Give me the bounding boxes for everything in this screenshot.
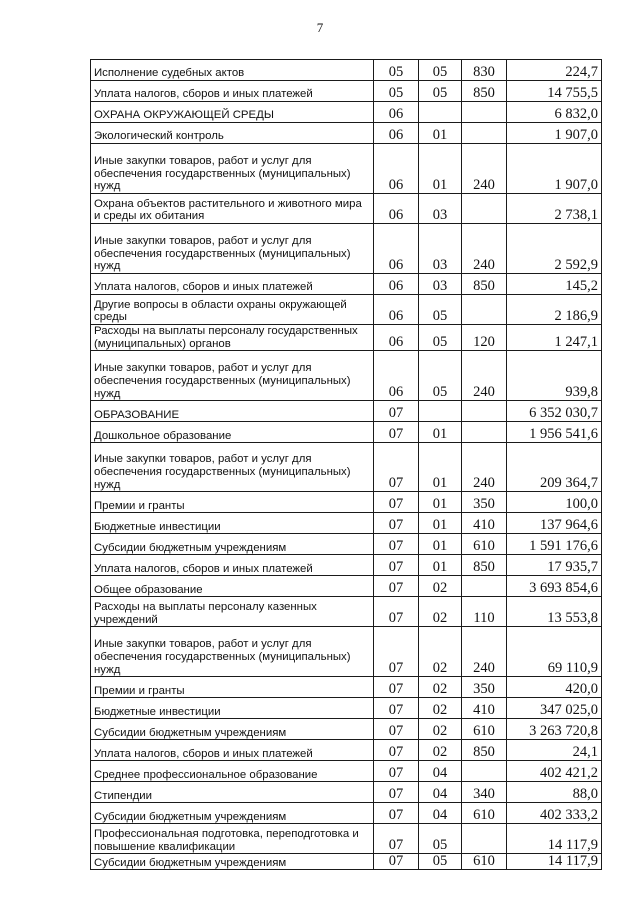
row-name-cell: Исполнение судебных актов bbox=[91, 60, 374, 81]
section-code-cell: 05 bbox=[374, 60, 419, 81]
amount-cell: 24,1 bbox=[507, 740, 602, 761]
row-name-cell: ОХРАНА ОКРУЖАЮЩЕЙ СРЕДЫ bbox=[91, 102, 374, 123]
row-name-cell: Дошкольное образование bbox=[91, 422, 374, 443]
expense-type-cell: 350 bbox=[462, 677, 507, 698]
subsection-code-cell: 01 bbox=[419, 123, 462, 144]
amount-cell: 6 352 030,7 bbox=[507, 401, 602, 422]
subsection-code-cell: 02 bbox=[419, 576, 462, 597]
expense-type-cell: 350 bbox=[462, 492, 507, 513]
section-code-cell: 06 bbox=[374, 194, 419, 224]
row-name-cell: Субсидии бюджетным учреждениям bbox=[91, 719, 374, 740]
table-row bbox=[91, 492, 602, 513]
expense-type-cell bbox=[462, 295, 507, 325]
subsection-code-cell: 05 bbox=[419, 824, 462, 854]
section-code-cell: 07 bbox=[374, 422, 419, 443]
section-code-cell: 07 bbox=[374, 443, 419, 492]
amount-cell: 1 907,0 bbox=[507, 123, 602, 144]
subsection-code-cell: 05 bbox=[419, 854, 462, 870]
amount-cell: 3 693 854,6 bbox=[507, 576, 602, 597]
amount-cell: 17 935,7 bbox=[507, 555, 602, 576]
table-row bbox=[91, 677, 602, 698]
subsection-code-cell: 03 bbox=[419, 194, 462, 224]
row-name-cell: Расходы на выплаты персоналу казенных учреждений bbox=[91, 597, 374, 627]
expense-type-cell: 240 bbox=[462, 224, 507, 274]
amount-cell: 2 738,1 bbox=[507, 194, 602, 224]
subsection-code-cell: 04 bbox=[419, 761, 462, 782]
section-code-cell: 07 bbox=[374, 401, 419, 422]
section-code-cell: 07 bbox=[374, 824, 419, 854]
amount-cell: 145,2 bbox=[507, 274, 602, 295]
table-row bbox=[91, 123, 602, 144]
amount-cell: 14 117,9 bbox=[507, 854, 602, 870]
expense-type-cell bbox=[462, 102, 507, 123]
row-name-cell: Уплата налогов, сборов и иных платежей bbox=[91, 555, 374, 576]
subsection-code-cell: 01 bbox=[419, 144, 462, 194]
table-row bbox=[91, 194, 602, 224]
subsection-code-cell: 01 bbox=[419, 443, 462, 492]
amount-cell: 224,7 bbox=[507, 60, 602, 81]
table-row bbox=[91, 422, 602, 443]
expense-type-cell: 610 bbox=[462, 534, 507, 555]
section-code-cell: 06 bbox=[374, 274, 419, 295]
expense-type-cell: 610 bbox=[462, 803, 507, 824]
section-code-cell: 07 bbox=[374, 782, 419, 803]
section-code-cell: 06 bbox=[374, 295, 419, 325]
table-row bbox=[91, 513, 602, 534]
row-name-cell: Экологический контроль bbox=[91, 123, 374, 144]
amount-cell: 100,0 bbox=[507, 492, 602, 513]
table-row bbox=[91, 325, 602, 351]
section-code-cell: 06 bbox=[374, 123, 419, 144]
expense-type-cell: 110 bbox=[462, 597, 507, 627]
table-row bbox=[91, 698, 602, 719]
expense-type-cell: 240 bbox=[462, 351, 507, 401]
expense-type-cell: 240 bbox=[462, 443, 507, 492]
subsection-code-cell: 02 bbox=[419, 597, 462, 627]
amount-cell: 402 333,2 bbox=[507, 803, 602, 824]
subsection-code-cell: 02 bbox=[419, 740, 462, 761]
amount-cell: 13 553,8 bbox=[507, 597, 602, 627]
amount-cell: 14 117,9 bbox=[507, 824, 602, 854]
expense-type-cell: 850 bbox=[462, 555, 507, 576]
row-name-cell: Иные закупки товаров, работ и услуг для обеспечения государственных (муниципальных) нужд bbox=[91, 627, 374, 677]
section-code-cell: 07 bbox=[374, 698, 419, 719]
subsection-code-cell: 05 bbox=[419, 81, 462, 102]
section-code-cell: 07 bbox=[374, 761, 419, 782]
table-row bbox=[91, 782, 602, 803]
section-code-cell: 07 bbox=[374, 576, 419, 597]
amount-cell: 1 956 541,6 bbox=[507, 422, 602, 443]
row-name-cell: Субсидии бюджетным учреждениям bbox=[91, 854, 374, 870]
amount-cell: 1 247,1 bbox=[507, 325, 602, 351]
section-code-cell: 07 bbox=[374, 492, 419, 513]
table-row bbox=[91, 351, 602, 401]
subsection-code-cell bbox=[419, 401, 462, 422]
row-name-cell: Иные закупки товаров, работ и услуг для обеспечения государственных (муниципальных) нужд bbox=[91, 443, 374, 492]
amount-cell: 347 025,0 bbox=[507, 698, 602, 719]
amount-cell: 939,8 bbox=[507, 351, 602, 401]
table-row bbox=[91, 102, 602, 123]
row-name-cell: Премии и гранты bbox=[91, 677, 374, 698]
subsection-code-cell: 01 bbox=[419, 555, 462, 576]
row-name-cell: Бюджетные инвестиции bbox=[91, 513, 374, 534]
section-code-cell: 07 bbox=[374, 597, 419, 627]
table-row bbox=[91, 740, 602, 761]
row-name-cell: Бюджетные инвестиции bbox=[91, 698, 374, 719]
expense-type-cell: 120 bbox=[462, 325, 507, 351]
expense-type-cell: 410 bbox=[462, 513, 507, 534]
amount-cell: 402 421,2 bbox=[507, 761, 602, 782]
subsection-code-cell: 05 bbox=[419, 351, 462, 401]
table-row bbox=[91, 144, 602, 194]
row-name-cell: Охрана объектов растительного и животного мира и среды их обитания bbox=[91, 194, 374, 224]
subsection-code-cell: 05 bbox=[419, 325, 462, 351]
section-code-cell: 07 bbox=[374, 534, 419, 555]
table-row bbox=[91, 555, 602, 576]
row-name-cell: Иные закупки товаров, работ и услуг для обеспечения государственных (муниципальных) нужд bbox=[91, 351, 374, 401]
section-code-cell: 07 bbox=[374, 555, 419, 576]
subsection-code-cell: 04 bbox=[419, 803, 462, 824]
section-code-cell: 06 bbox=[374, 224, 419, 274]
expense-type-cell bbox=[462, 576, 507, 597]
amount-cell: 420,0 bbox=[507, 677, 602, 698]
table-row bbox=[91, 274, 602, 295]
expense-type-cell: 240 bbox=[462, 144, 507, 194]
section-code-cell: 07 bbox=[374, 677, 419, 698]
table-row bbox=[91, 443, 602, 492]
expense-type-cell: 610 bbox=[462, 854, 507, 870]
expense-type-cell bbox=[462, 422, 507, 443]
expense-type-cell: 830 bbox=[462, 60, 507, 81]
row-name-cell: Иные закупки товаров, работ и услуг для обеспечения государственных (муниципальных) нужд bbox=[91, 144, 374, 194]
section-code-cell: 07 bbox=[374, 740, 419, 761]
section-code-cell: 07 bbox=[374, 627, 419, 677]
table-row bbox=[91, 576, 602, 597]
expense-type-cell: 340 bbox=[462, 782, 507, 803]
subsection-code-cell bbox=[419, 102, 462, 123]
subsection-code-cell: 02 bbox=[419, 677, 462, 698]
section-code-cell: 06 bbox=[374, 102, 419, 123]
expense-type-cell bbox=[462, 824, 507, 854]
subsection-code-cell: 03 bbox=[419, 224, 462, 274]
amount-cell: 3 263 720,8 bbox=[507, 719, 602, 740]
section-code-cell: 06 bbox=[374, 351, 419, 401]
section-code-cell: 07 bbox=[374, 803, 419, 824]
budget-table bbox=[90, 59, 602, 870]
budget-table-body bbox=[91, 60, 602, 870]
amount-cell: 6 832,0 bbox=[507, 102, 602, 123]
table-row bbox=[91, 60, 602, 81]
amount-cell: 2 186,9 bbox=[507, 295, 602, 325]
expense-type-cell: 850 bbox=[462, 274, 507, 295]
table-row bbox=[91, 761, 602, 782]
section-code-cell: 05 bbox=[374, 81, 419, 102]
amount-cell: 69 110,9 bbox=[507, 627, 602, 677]
expense-type-cell: 240 bbox=[462, 627, 507, 677]
amount-cell: 1 907,0 bbox=[507, 144, 602, 194]
amount-cell: 14 755,5 bbox=[507, 81, 602, 102]
subsection-code-cell: 02 bbox=[419, 627, 462, 677]
row-name-cell: Расходы на выплаты персоналу государственных (муниципальных) органов bbox=[91, 325, 374, 351]
section-code-cell: 06 bbox=[374, 325, 419, 351]
expense-type-cell bbox=[462, 761, 507, 782]
table-row bbox=[91, 81, 602, 102]
row-name-cell: Премии и гранты bbox=[91, 492, 374, 513]
row-name-cell: Другие вопросы в области охраны окружающей среды bbox=[91, 295, 374, 325]
expense-type-cell bbox=[462, 194, 507, 224]
row-name-cell: ОБРАЗОВАНИЕ bbox=[91, 401, 374, 422]
row-name-cell: Стипендии bbox=[91, 782, 374, 803]
row-name-cell: Иные закупки товаров, работ и услуг для обеспечения государственных (муниципальных) нужд bbox=[91, 224, 374, 274]
table-row bbox=[91, 854, 602, 870]
table-row bbox=[91, 627, 602, 677]
subsection-code-cell: 05 bbox=[419, 295, 462, 325]
amount-cell: 137 964,6 bbox=[507, 513, 602, 534]
subsection-code-cell: 01 bbox=[419, 492, 462, 513]
page-number: 7 bbox=[316, 20, 324, 35]
table-row bbox=[91, 534, 602, 555]
section-code-cell: 06 bbox=[374, 144, 419, 194]
section-code-cell: 07 bbox=[374, 719, 419, 740]
row-name-cell: Уплата налогов, сборов и иных платежей bbox=[91, 274, 374, 295]
section-code-cell: 07 bbox=[374, 854, 419, 870]
subsection-code-cell: 01 bbox=[419, 513, 462, 534]
table-row bbox=[91, 295, 602, 325]
amount-cell: 88,0 bbox=[507, 782, 602, 803]
expense-type-cell bbox=[462, 123, 507, 144]
expense-type-cell: 850 bbox=[462, 740, 507, 761]
subsection-code-cell: 02 bbox=[419, 698, 462, 719]
row-name-cell: Общее образование bbox=[91, 576, 374, 597]
table-row bbox=[91, 401, 602, 422]
subsection-code-cell: 01 bbox=[419, 422, 462, 443]
row-name-cell: Уплата налогов, сборов и иных платежей bbox=[91, 740, 374, 761]
amount-cell: 1 591 176,6 bbox=[507, 534, 602, 555]
row-name-cell: Среднее профессиональное образование bbox=[91, 761, 374, 782]
subsection-code-cell: 05 bbox=[419, 60, 462, 81]
table-row bbox=[91, 803, 602, 824]
subsection-code-cell: 02 bbox=[419, 719, 462, 740]
table-row bbox=[91, 224, 602, 274]
amount-cell: 209 364,7 bbox=[507, 443, 602, 492]
expense-type-cell: 610 bbox=[462, 719, 507, 740]
row-name-cell: Субсидии бюджетным учреждениям bbox=[91, 803, 374, 824]
row-name-cell: Профессиональная подготовка, переподготовка и повышение квалификации bbox=[91, 824, 374, 854]
section-code-cell: 07 bbox=[374, 513, 419, 534]
row-name-cell: Уплата налогов, сборов и иных платежей bbox=[91, 81, 374, 102]
subsection-code-cell: 04 bbox=[419, 782, 462, 803]
table-row bbox=[91, 597, 602, 627]
subsection-code-cell: 03 bbox=[419, 274, 462, 295]
subsection-code-cell: 01 bbox=[419, 534, 462, 555]
expense-type-cell: 410 bbox=[462, 698, 507, 719]
table-row bbox=[91, 719, 602, 740]
expense-type-cell bbox=[462, 401, 507, 422]
expense-type-cell: 850 bbox=[462, 81, 507, 102]
row-name-cell: Субсидии бюджетным учреждениям bbox=[91, 534, 374, 555]
table-row bbox=[91, 824, 602, 854]
amount-cell: 2 592,9 bbox=[507, 224, 602, 274]
